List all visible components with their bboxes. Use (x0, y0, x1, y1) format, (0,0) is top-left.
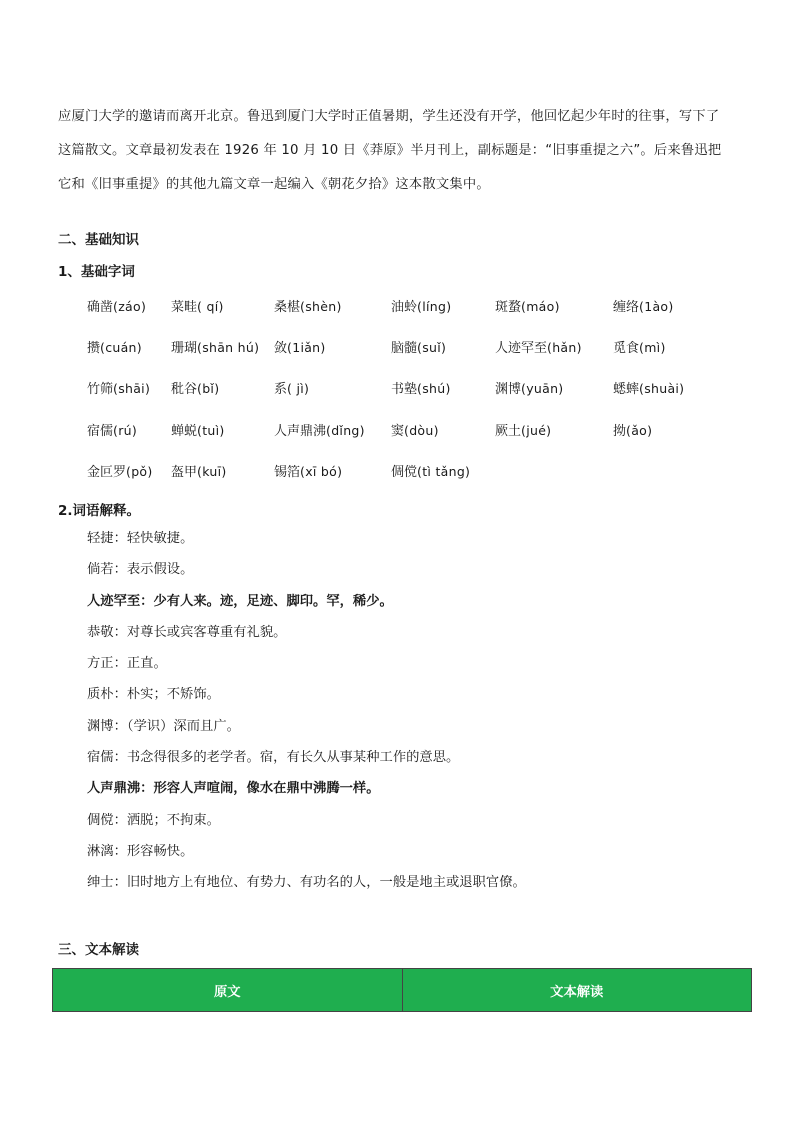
definition-item: 绅士：旧时地方上有地位、有势力、有功名的人，一般是地主或退职官僚。 (87, 875, 526, 891)
vocab-row (0, 461, 794, 481)
vocab-word: 窦 (391, 424, 405, 439)
vocab-pinyin: (tuì) (197, 423, 225, 438)
vocab-word: 蝉蜕 (171, 424, 198, 439)
vocab-pinyin: (bǐ) (197, 381, 220, 396)
vocab-pinyin: (shú) (417, 381, 451, 396)
vocab-word: 拗 (613, 424, 627, 439)
vocab-item (391, 378, 451, 397)
vocab-item (274, 337, 326, 356)
vocab-pinyin: (rú) (113, 423, 138, 438)
vocab-pinyin: (jué) (521, 423, 552, 438)
vocab-word: 珊瑚 (171, 341, 198, 356)
vocab-item (87, 420, 137, 439)
intro-line: 它和《旧事重提》的其他九篇文章一起编入《朝花夕拾》这本散文集中。 (58, 177, 490, 192)
vocab-pinyin: (hǎn) (547, 340, 582, 355)
definition-item: 渊博：（学识）深而且广。 (87, 718, 240, 734)
vocab-word: 缠络 (613, 300, 640, 315)
definition-item: 轻捷：轻快敏捷。 (87, 531, 194, 546)
vocab-item (495, 378, 563, 397)
vocab-word: 觅食 (613, 341, 640, 356)
vocab-item (87, 337, 142, 356)
vocab-word: 油蛉 (391, 300, 418, 315)
vocab-word: 金叵罗 (87, 465, 127, 480)
vocab-word: 人迹罕至 (495, 341, 548, 356)
vocab-word: 竹筛 (87, 382, 114, 397)
vocab-pinyin: (dòu) (404, 423, 439, 438)
vocab-item (391, 461, 470, 480)
vocab-pinyin: (ǎo) (626, 423, 653, 438)
vocab-item (274, 378, 309, 397)
vocab-item (613, 296, 674, 315)
subheading-vocab: 1、基础字词 (58, 264, 135, 280)
vocab-item (391, 296, 451, 315)
vocab-word: 脑髓 (391, 341, 418, 356)
vocab-pinyin: (1iǎn) (287, 340, 326, 355)
vocab-item (87, 461, 153, 480)
vocab-word: 斑蝥 (495, 300, 522, 315)
vocab-item (613, 420, 652, 439)
vocab-row (0, 337, 794, 357)
vocab-item (171, 296, 224, 315)
vocab-word: 系 (274, 382, 288, 397)
definition-item: 方正：正直。 (87, 656, 167, 672)
intro-line: 应厦门大学的邀请而离开北京。鲁迅到厦门大学时正值暑期，学生还没有开学，他回忆起少年时的往事，写下了 (58, 109, 720, 124)
vocab-item (274, 420, 365, 439)
vocab-word: 倜傥 (391, 465, 418, 480)
vocab-pinyin: (xī bó) (300, 464, 343, 479)
vocab-word: 锡箔 (274, 465, 301, 480)
vocab-item (171, 378, 219, 397)
vocab-item (274, 296, 342, 315)
vocab-pinyin: (shān hú) (197, 340, 260, 355)
vocab-word: 桑椹 (274, 300, 301, 315)
vocab-word: 菜畦 (171, 300, 198, 315)
vocab-word: 确凿 (87, 300, 114, 315)
vocab-item (87, 378, 150, 397)
vocab-pinyin: (shāi) (113, 381, 151, 396)
vocab-pinyin: (shèn) (300, 299, 342, 314)
vocab-pinyin: (cuán) (100, 340, 142, 355)
reading-table-header (52, 968, 752, 1012)
vocab-pinyin: (tì tǎng) (417, 464, 471, 479)
definition-item: 倘若：表示假设。 (87, 562, 194, 578)
vocab-pinyin: (máo) (521, 299, 560, 314)
vocab-word: 渊博 (495, 382, 522, 397)
vocab-word: 攒 (87, 341, 101, 356)
section-heading-text-reading: 三、文本解读 (58, 942, 139, 958)
vocab-pinyin: (pǒ) (126, 464, 153, 479)
vocab-row (0, 296, 794, 316)
vocab-item (495, 296, 560, 315)
vocab-row (0, 420, 794, 440)
table-header-interpretation: 文本解读 (402, 969, 752, 1011)
definition-list (87, 530, 767, 906)
vocab-word: 厥土 (495, 424, 522, 439)
vocab-word: 盔甲 (171, 465, 198, 480)
definition-item: 人声鼎沸：形容人声喧闹，像水在鼎中沸腾一样。 (87, 781, 380, 797)
vocab-pinyin: (líng) (417, 299, 452, 314)
definition-item: 淋漓：形容畅快。 (87, 843, 194, 859)
vocab-item (171, 420, 225, 439)
vocab-pinyin: (dǐng) (326, 423, 365, 438)
vocab-item (274, 461, 342, 480)
vocab-pinyin: ( qí) (197, 299, 224, 314)
vocab-item (613, 378, 684, 397)
vocab-word: 敛 (274, 341, 288, 356)
vocab-item (495, 420, 551, 439)
definition-item: 倜傥：洒脱；不拘束。 (87, 812, 220, 828)
vocab-pinyin: (shuài) (639, 381, 685, 396)
vocab-word: 蟋蟀 (613, 382, 640, 397)
intro-line: 这篇散文。文章最初发表在 1926 年 10 月 10 日《莽原》半月刊上，副标题是：“旧事重提之六”。后来鲁迅把 (58, 143, 722, 158)
vocab-pinyin: (1ào) (639, 299, 674, 314)
vocab-pinyin: (mì) (639, 340, 666, 355)
subheading-definitions: 2.词语解释。 (58, 503, 141, 519)
vocab-pinyin: (záo) (113, 299, 147, 314)
vocab-item (613, 337, 666, 356)
table-header-original: 原文 (53, 969, 402, 1011)
definition-item: 宿儒：书念得很多的老学者。宿，有长久从事某种工作的意思。 (87, 750, 460, 766)
vocab-item (495, 337, 582, 356)
vocab-word: 秕谷 (171, 382, 198, 397)
vocab-pinyin: (yuān) (521, 381, 564, 396)
vocab-row (0, 378, 794, 398)
vocab-item (391, 337, 446, 356)
vocab-pinyin: (suǐ) (417, 340, 447, 355)
vocab-word: 人声鼎沸 (274, 424, 327, 439)
vocab-item (171, 337, 259, 356)
definition-item: 人迹罕至：少有人来。迹，足迹、脚印。罕，稀少。 (87, 593, 393, 609)
vocab-pinyin: ( jì) (287, 381, 310, 396)
intro-paragraph (58, 100, 748, 202)
vocab-item (87, 296, 146, 315)
vocab-word: 书塾 (391, 382, 418, 397)
definition-item: 恭敬：对尊长或宾客尊重有礼貌。 (87, 624, 287, 640)
vocab-word: 宿儒 (87, 424, 114, 439)
vocab-pinyin: (kuī) (197, 464, 227, 479)
definition-item: 质朴：朴实；不矫饰。 (87, 687, 220, 703)
vocab-item (391, 420, 439, 439)
section-heading-basics: 二、基础知识 (58, 232, 139, 248)
vocab-item (171, 461, 227, 480)
